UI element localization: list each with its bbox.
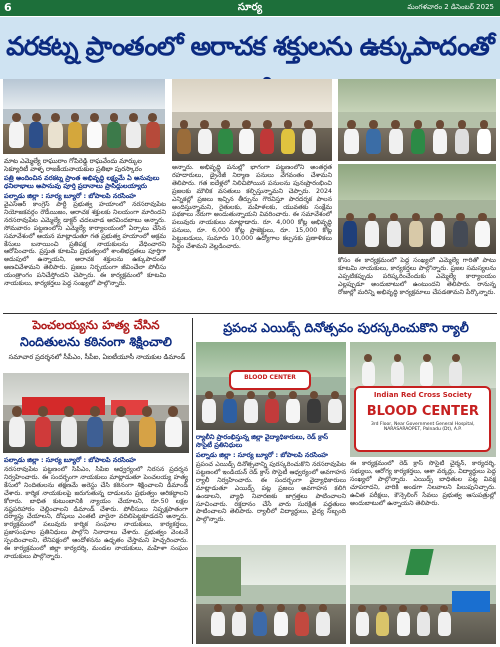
photo-red-cross-banner	[350, 342, 496, 457]
column-divider	[192, 318, 193, 644]
issue-date: మంగళవారం 2 డిసెంబర్ 2025	[407, 3, 494, 11]
photo-leaders-gathering	[338, 164, 496, 254]
story5-headline: ప్రపంచ ఎయిడ్స్ దినోత్సవం పురస్కరించుకొని ర్యాలీ	[223, 320, 469, 335]
story5-body-continued: ఈ కార్యక్రమంలో రెడ్ క్రాస్ సొసైటీ చైర్మన్, కార్యదర్శి, సభ్యులు, ఆరోగ్య కార్యకర్తలు, ఆశా వర్కర్లు, విద్యార్థులు పెద్ద సంఖ్యలో పాల్గొన్నారు. ఎయిడ్స్ బాధితుల పట్ల వివక్ష చూపరాదని, వారికి అండగా నిలవాలని పిలుపునిచ్చారు. ఉచిత పరీక్షలు, కౌన్సెలింగ్ సేవలు ప్రభుత్వ ఆసుపత్రుల్లో అందుబాటులో ఉన్నాయని తెలిపారు.	[350, 460, 496, 507]
paper-name: సూర్య	[237, 2, 263, 13]
photo-mla-press-meet	[3, 79, 165, 154]
photo-rally-march	[196, 545, 346, 644]
story4-headline-1: పెంచలయ్యను హత్య చేసిన	[32, 318, 160, 332]
photo-rally-placards	[350, 545, 496, 644]
main-headline: వరకట్న ప్రాంతంలో అరాచక శక్తులను ఉక్కుపాదంతో	[6, 32, 494, 62]
rally-placard	[452, 591, 490, 613]
red-cross-banner	[354, 386, 491, 452]
rally-banner-small	[229, 370, 311, 390]
banner-org-name: Indian Red Cross Society	[373, 390, 472, 399]
story1-byline: పల్నాడు జిల్లా : సూర్య బ్యూరో : బోపాలపి నరసింహ	[4, 192, 136, 200]
banner-address: 3rd Floor, Near Government General Hospital, NARASARAOPET, Palnadu (Dt), A.P.	[371, 421, 475, 432]
story5-byline: పల్నాడు జిల్లా : సూర్య బ్యూరో : బోపాలపి నరసింహ	[196, 451, 328, 459]
photo-rally-start	[196, 342, 346, 430]
banner-title: BLOOD CENTER	[366, 403, 479, 419]
story5-body: ప్రపంచ ఎయిడ్స్ దినోత్సవాన్ని పురస్కరించుకొని నరసరావుపేట పట్టణంలో ఇండియన్ రెడ్ క్రాస్ సొసైటీ ఆధ్వర్యంలో అవగాహన ర్యాలీ నిర్వహించారు. ఈ సందర్భంగా వైద్యాధికారులు మాట్లాడుతూ ఎయిడ్స్ పట్ల ప్రజలు అవగాహన కలిగి ఉండాలని, వ్యాధి నివారణకు జాగ్రత్తలు పాటించాలని సూచించారు. రక్తదానం చేసే వారు సురక్షిత పద్ధతులు పాటించాలని తెలిపారు. ర్యాలీలో విద్యార్థులు, వైద్య సిబ్బంది పాల్గొన్నారు.	[196, 461, 346, 524]
rally-banner-small-text: BLOOD CENTER	[244, 374, 296, 382]
story4-subhead: సమాచార ప్రదర్శనలో సీపీఎం, సీపీఐ, ఏఐటీయూసీ నాయకుల డిమాండ్	[8, 353, 186, 361]
story2-body: అన్నారు. అభివృద్ధి పనుల్లో భాగంగా పట్టణంలోని అంతర్గత రహదారులు, డ్రైనేజీ నిర్మాణ పనులు వేగవంతం చేశామని తెలిపారు. గత ఐదేళ్లలో నిలిచిపోయిన పనులను పునఃప్రారంభించి ప్రజలకు మౌలిక వసతులు కల్పిస్తున్నామని చెప్పారు. 2024 ఎన్నికల్లో ప్రజలు ఇచ్చిన తీర్పును గౌరవిస్తూ పారదర్శక పాలన అందిస్తున్నామని, రైతులకు, మహిళలకు, యువతకు సంక్షేమ పథకాలు నేరుగా అందుతున్నాయని వివరించారు. ఈ సమావేశంలో పలువురు నాయకులు మాట్లాడారు. రూ. 4,000 కోట్ల అభివృద్ధి పనులు, రూ. 6,000 కోట్ల ప్రాజెక్టులు, రూ. 15,000 కోట్ల పెట్టుబడులు, సుమారు 10,000 ఉద్యోగాల కల్పనకు ప్రణాళికలు సిద్ధం చేశామని వెల్లడించారు.	[172, 164, 332, 251]
photo-felicitation	[172, 79, 332, 161]
photo-garland-greeting	[338, 79, 496, 161]
section-divider	[3, 313, 497, 314]
page-number: 6	[4, 1, 12, 14]
caption-accent: పత్రి అందించిన వరకట్న ప్రాంత అభివృద్ధి లక్ష్యమే ఏ అనువులు ధనిలాభాలు అపానువు పూర్తి ప్రదానాలు ప్రాసిద్ధులయ్యారు	[4, 174, 160, 190]
story3-body: కోసం ఈ కార్యక్రమంలో పెద్ద సంఖ్యలో ఎమ్మెల్యే గారితో పాటు కూటమి నాయకులు, కార్యకర్తలు పాల్గొన్నారు. ప్రజల సమస్యలను ఎప్పటికప్పుడు పరిష్కరించేందుకు ఎమ్మెల్యే కార్యాలయం ఎల్లప్పుడూ అందుబాటులో ఉంటుందని తెలిపారు. రానున్న రోజుల్లో మరిన్ని అభివృద్ధి కార్యక్రమాలు చేపడతామని పేర్కొన్నారు.	[338, 257, 496, 296]
main-headline-band	[0, 17, 500, 79]
story5-caption: ర్యాలీని ప్రారంభిస్తున్న జిల్లా వైద్యాధికారులు, రెడ్ క్రాస్ సొసైటీ ప్రతినిధులు	[196, 433, 329, 449]
story4-byline: పల్నాడు జిల్లా : సూర్య బ్యూరో : బోపాలపి నరసింహ	[4, 456, 136, 464]
story4-headline-2: నిందితులను కఠినంగా శిక్షించాలి	[20, 334, 172, 349]
top-bar	[0, 0, 500, 16]
story1-body: వైఎస్ఆర్ కాంగ్రెస్ పార్టీ ప్రభుత్వ హయాంలో నరసరావుపేట నియోజకవర్గం రౌడీయిజం, అరాచక శక్తులకు నిలయంగా మారిందని నరసరావుపేట ఎమ్మెల్యే డాక్టర్ చదలవాడ అరవిందబాబు అన్నారు. సోమవారం పట్టణంలోని ఎమ్మెల్యే కార్యాలయంలో ఏర్పాటు చేసిన సమావేశంలో ఆయన మాట్లాడుతూ గత ప్రభుత్వ హయాంలో అక్రమ కేసులు బనాయించి ప్రతిపక్ష నాయకులను వేధించారని ఆరోపించారు. ప్రస్తుత కూటమి ప్రభుత్వంలో శాంతిభద్రతలు పూర్తిగా అదుపులో ఉన్నాయని, అరాచక శక్తులను ఉక్కుపాదంతో అణచివేశామని తెలిపారు. ప్రజలు నిర్భయంగా జీవించేలా పోలీసు యంత్రాంగం పనిచేస్తోందని చెప్పారు. ఈ కార్యక్రమంలో కూటమి నాయకులు, కార్యకర్తలు పెద్ద సంఖ్యలో పాల్గొన్నారు.	[4, 201, 166, 288]
story4-body: నరసరావుపేట పట్టణంలో సీపీఎం, సీపీఐ ఆధ్వర్యంలో నిరసన ప్రదర్శన నిర్వహించారు. ఈ సందర్భంగా నాయకులు మాట్లాడుతూ పెంచలయ్య హత్య కేసులో నిందితులను తక్షణమే అరెస్టు చేసి కఠినంగా శిక్షించాలని డిమాండ్ చేశారు. కార్మిక నాయకులపై జరుగుతున్న దాడులను ప్రభుత్వం అరికట్టాలని కోరారు. బాధిత కుటుంబానికి న్యాయం చేయాలని, రూ.50 లక్షల నష్టపరిహారం చెల్లించాలని డిమాండ్ చేశారు. పోలీసులు నిష్పక్షపాతంగా దర్యాప్తు చేయాలని, దోషులు ఎంతటి వారైనా వదిలిపెట్టకూడదని అన్నారు. కార్యక్రమంలో పలువురు కార్మిక సంఘాల నాయకులు, కార్యకర్తలు, ప్రజాసంఘాల ప్రతినిధులు పాల్గొని నినాదాలు చేశారు. ప్రభుత్వం వెంటనే స్పందించాలని, లేనిపక్షంలో ఆందోళనను ఉధృతం చేస్తామని హెచ్చరించారు. ఈ కార్యక్రమంలో జిల్లా కార్యదర్శి, మండల నాయకులు, మహిళా సంఘం నాయకులు పాల్గొన్నారు.	[4, 466, 188, 560]
photo-caption: మాట ఎమ్మెల్యే రాఘురాం గోపిరెడ్డి రాఘవేందు మార్కుల సెక్యూరిటీ వాళ్ళ రాజకీయనాయకుల ప్రతిభా పురస్కారం	[4, 157, 142, 173]
photo-protest	[3, 373, 189, 453]
